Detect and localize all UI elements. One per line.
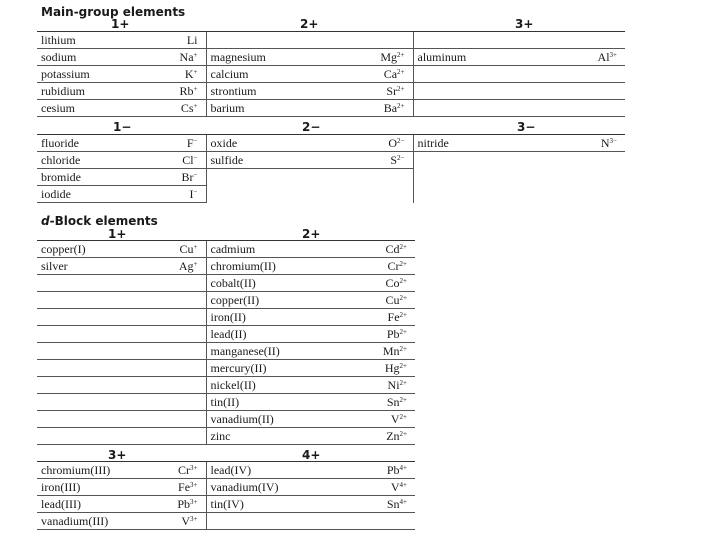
ion-symbol-cell — [362, 100, 413, 117]
ion-symbol-cell — [159, 496, 206, 513]
empty-cell — [159, 309, 206, 326]
table-row — [37, 258, 415, 275]
empty-cell — [362, 513, 415, 530]
empty-cell — [577, 100, 625, 117]
ion-symbol-cell — [362, 135, 413, 152]
table-row — [37, 343, 415, 360]
ion-symbol-cell — [159, 100, 206, 117]
ion-symbol-cell — [159, 152, 206, 169]
empty-cell — [159, 343, 206, 360]
ion-name-cell: lead(II) — [206, 326, 362, 343]
table-row — [37, 377, 415, 394]
ion-symbol: Na — [179, 49, 194, 64]
ion-symbol: Cr — [387, 258, 400, 273]
ion-symbol: Fe — [178, 479, 191, 494]
ion-symbol: Hg — [384, 360, 400, 375]
ion-symbol-cell — [159, 479, 206, 496]
ion-charge-superscript: 2+ — [399, 429, 407, 438]
ion-symbol-cell — [159, 186, 206, 203]
ion-charge-superscript: 2+ — [399, 310, 407, 319]
ion-symbol-cell — [362, 66, 413, 83]
table-row — [37, 66, 625, 83]
empty-cell — [159, 428, 206, 445]
ion-charge-superscript: 2+ — [399, 344, 407, 353]
empty-cell — [37, 309, 159, 326]
ion-name-cell: lead(IV) — [206, 462, 362, 479]
ion-name-cell: manganese(II) — [206, 343, 362, 360]
empty-cell — [206, 513, 362, 530]
ion-name-cell: cadmium — [206, 241, 362, 258]
ion-name-cell: tin(IV) — [206, 496, 362, 513]
empty-cell — [413, 66, 577, 83]
empty-cell — [577, 66, 625, 83]
empty-cell — [159, 411, 206, 428]
ion-charge-superscript: 2− — [397, 153, 405, 162]
ion-symbol-cell — [362, 241, 415, 258]
ion-symbol-cell — [159, 462, 206, 479]
empty-cell — [577, 83, 625, 100]
ion-charge-superscript: − — [193, 136, 198, 145]
ion-charge-superscript: 4+ — [399, 480, 407, 489]
d-block-heading-italic: d — [41, 214, 50, 228]
empty-cell — [577, 32, 625, 49]
ion-name-cell: potassium — [37, 66, 159, 83]
ion-symbol: Fe — [387, 309, 400, 324]
ion-charge-superscript: 2+ — [397, 84, 405, 93]
ion-charge-superscript: 3+ — [190, 514, 198, 523]
table-row — [37, 326, 415, 343]
ion-name-cell: sulfide — [206, 152, 362, 169]
ion-charge-superscript: + — [193, 67, 198, 76]
empty-cell — [577, 169, 625, 186]
empty-cell — [362, 32, 413, 49]
table-row — [37, 513, 415, 530]
empty-cell — [37, 343, 159, 360]
table-row — [37, 496, 415, 513]
ion-charge-superscript: 2+ — [399, 242, 407, 251]
empty-cell — [413, 100, 577, 117]
empty-cell — [413, 83, 577, 100]
ion-name-cell: mercury(II) — [206, 360, 362, 377]
ion-name-cell: cobalt(II) — [206, 275, 362, 292]
ion-symbol-cell — [362, 83, 413, 100]
ion-charge-superscript: − — [193, 153, 198, 162]
ion-name-cell: chromium(III) — [37, 462, 159, 479]
ion-charge-superscript: 2+ — [399, 293, 407, 302]
empty-cell — [413, 169, 577, 186]
ion-symbol-cell — [362, 49, 413, 66]
ion-name-cell: iodide — [37, 186, 159, 203]
ion-charge-superscript: 3− — [609, 136, 617, 145]
empty-cell — [159, 394, 206, 411]
ion-symbol-cell — [577, 49, 625, 66]
ion-symbol-cell — [362, 428, 415, 445]
ion-symbol-cell — [159, 258, 206, 275]
ion-charge-superscript: 2+ — [397, 101, 405, 110]
ion-symbol: N — [600, 135, 610, 150]
ion-symbol: Rb — [179, 83, 194, 98]
ion-name-cell: nitride — [413, 135, 577, 152]
charge-header-dblock-2plus: 2+ — [302, 227, 321, 241]
ion-symbol: Cu — [385, 292, 400, 307]
table-row — [37, 169, 625, 186]
ion-name-cell: vanadium(IV) — [206, 479, 362, 496]
ion-symbol-cell — [362, 479, 415, 496]
ion-charge-superscript: + — [193, 242, 198, 251]
ion-charge-superscript: 2+ — [399, 412, 407, 421]
ion-name-cell: tin(II) — [206, 394, 362, 411]
empty-cell — [37, 292, 159, 309]
empty-cell — [37, 377, 159, 394]
ion-charge-superscript: 3+ — [190, 480, 198, 489]
empty-cell — [577, 186, 625, 203]
charge-header-2plus: 2+ — [300, 17, 319, 31]
empty-cell — [37, 360, 159, 377]
d-block-heading — [41, 214, 158, 228]
ion-symbol-cell — [159, 49, 206, 66]
ion-name-cell: rubidium — [37, 83, 159, 100]
ion-name-cell: chloride — [37, 152, 159, 169]
ion-name-cell: magnesium — [206, 49, 362, 66]
ion-name-cell: strontium — [206, 83, 362, 100]
ion-symbol: Mn — [382, 343, 400, 358]
ion-name-cell: cesium — [37, 100, 159, 117]
ion-symbol-cell — [362, 360, 415, 377]
ion-name-cell: sodium — [37, 49, 159, 66]
ion-symbol: Ni — [387, 377, 400, 392]
table-row — [37, 428, 415, 445]
charge-header-dblock-3plus: 3+ — [108, 448, 127, 462]
ion-symbol: S — [390, 152, 398, 167]
table-row — [37, 241, 415, 258]
ion-symbol: F — [186, 135, 194, 150]
ion-symbol: Pb — [177, 496, 191, 511]
ion-charge-superscript: 4+ — [399, 497, 407, 506]
table-row — [37, 49, 625, 66]
ion-name-cell: barium — [206, 100, 362, 117]
table-row — [37, 394, 415, 411]
ion-symbol: Ag — [178, 258, 194, 273]
ion-symbol: Sr — [386, 83, 398, 98]
ion-name-cell: copper(I) — [37, 241, 159, 258]
ion-symbol-cell — [362, 292, 415, 309]
ion-charge-superscript: 2− — [397, 136, 405, 145]
ion-charge-superscript: 4+ — [399, 463, 407, 472]
ion-name-cell: lithium — [37, 32, 159, 49]
d-block-section1-table — [37, 240, 415, 445]
ion-symbol: Pb — [386, 462, 400, 477]
empty-cell — [159, 275, 206, 292]
table-row — [37, 100, 625, 117]
empty-cell — [37, 275, 159, 292]
ion-symbol: V — [390, 479, 400, 494]
ion-symbol-cell — [362, 152, 413, 169]
ion-charge-superscript: − — [193, 187, 198, 196]
ion-charge-superscript: + — [193, 101, 198, 110]
ion-name-cell: nickel(II) — [206, 377, 362, 394]
ion-symbol: O — [388, 135, 398, 150]
ion-symbol: Cr — [178, 462, 191, 477]
table-row — [37, 292, 415, 309]
empty-cell — [362, 169, 413, 186]
table-row — [37, 83, 625, 100]
ion-symbol-cell — [362, 309, 415, 326]
ion-name-cell: oxide — [206, 135, 362, 152]
ion-symbol-cell — [159, 169, 206, 186]
ion-charge-superscript: 3+ — [609, 50, 617, 59]
empty-cell — [159, 326, 206, 343]
ion-name-cell: vanadium(III) — [37, 513, 159, 530]
main-group-anions-table — [37, 134, 625, 203]
ion-symbol-cell — [159, 66, 206, 83]
empty-cell — [413, 32, 577, 49]
charge-header-3minus: 3− — [517, 120, 536, 134]
ion-charge-superscript: + — [193, 50, 198, 59]
ion-name-cell: iron(II) — [206, 309, 362, 326]
ion-charge-superscript: + — [193, 259, 198, 268]
ion-symbol: Sn — [386, 394, 400, 409]
ion-symbol: Ca — [383, 66, 398, 81]
ion-symbol: Sn — [386, 496, 400, 511]
table-row — [37, 309, 415, 326]
empty-cell — [362, 186, 413, 203]
charge-header-3plus: 3+ — [515, 17, 534, 31]
ion-symbol-cell — [362, 343, 415, 360]
table-row — [37, 360, 415, 377]
ion-symbol-cell — [362, 496, 415, 513]
empty-cell — [37, 428, 159, 445]
ion-charge-superscript: 2+ — [399, 361, 407, 370]
ion-charge-superscript: + — [193, 84, 198, 93]
charge-header-2minus: 2− — [302, 120, 321, 134]
ion-symbol: Cu — [179, 241, 194, 256]
empty-cell — [159, 292, 206, 309]
empty-cell — [159, 377, 206, 394]
ion-charge-superscript: 2+ — [399, 378, 407, 387]
empty-cell — [37, 394, 159, 411]
ion-symbol: Pb — [386, 326, 400, 341]
ion-name-cell: silver — [37, 258, 159, 275]
ion-symbol: Br — [181, 169, 194, 184]
main-group-cations-table — [37, 31, 625, 117]
d-block-section2-table — [37, 461, 415, 530]
table-row — [37, 462, 415, 479]
ion-charge-superscript: 3+ — [190, 463, 198, 472]
table-row — [37, 186, 625, 203]
ion-symbol-cell — [362, 411, 415, 428]
ion-symbol-cell — [362, 326, 415, 343]
table-row — [37, 275, 415, 292]
ion-name-cell: chromium(II) — [206, 258, 362, 275]
ion-symbol: V — [181, 513, 191, 528]
ion-charge-superscript: 2+ — [399, 395, 407, 404]
ion-symbol-cell — [577, 135, 625, 152]
ion-symbol-cell — [159, 32, 206, 49]
empty-cell — [413, 186, 577, 203]
charge-header-dblock-4plus: 4+ — [302, 448, 321, 462]
ion-name-cell: zinc — [206, 428, 362, 445]
ion-charge-superscript: − — [193, 170, 198, 179]
d-block-heading-text: -Block elements — [49, 214, 158, 228]
ion-symbol: Al — [597, 49, 610, 64]
ion-symbol: Zn — [386, 428, 400, 443]
ion-name-cell: lead(III) — [37, 496, 159, 513]
ion-charge-superscript: 2+ — [397, 50, 405, 59]
ion-charge-superscript: 3+ — [190, 497, 198, 506]
ion-charge-superscript: 2+ — [399, 327, 407, 336]
empty-cell — [37, 411, 159, 428]
table-row — [37, 411, 415, 428]
ion-name-cell: bromide — [37, 169, 159, 186]
ion-charge-superscript: 2+ — [397, 67, 405, 76]
table-row — [37, 152, 625, 169]
empty-cell — [577, 152, 625, 169]
ion-symbol-cell — [159, 241, 206, 258]
table-row — [37, 479, 415, 496]
ion-name-cell: aluminum — [413, 49, 577, 66]
ion-symbol-cell — [362, 462, 415, 479]
ion-name-cell: iron(III) — [37, 479, 159, 496]
empty-cell — [37, 326, 159, 343]
ion-symbol: Cd — [385, 241, 400, 256]
ion-name-cell: calcium — [206, 66, 362, 83]
ion-symbol-cell — [362, 275, 415, 292]
table-row — [37, 32, 625, 49]
ion-name-cell: fluoride — [37, 135, 159, 152]
ion-name-cell: copper(II) — [206, 292, 362, 309]
main-group-heading-text: Main-group elements — [41, 5, 186, 19]
ion-symbol: Mg — [380, 49, 398, 64]
charge-header-dblock-1plus: 1+ — [108, 227, 127, 241]
ion-symbol-cell — [159, 135, 206, 152]
empty-cell — [159, 360, 206, 377]
empty-cell — [206, 169, 362, 186]
ion-symbol: V — [390, 411, 400, 426]
ion-symbol-cell — [362, 394, 415, 411]
ion-symbol-cell — [159, 513, 206, 530]
ion-symbol: Cs — [180, 100, 194, 115]
empty-cell — [206, 32, 362, 49]
table-row — [37, 135, 625, 152]
charge-header-1plus: 1+ — [111, 17, 130, 31]
ion-symbol: I — [189, 186, 194, 201]
ion-charge-superscript: 2+ — [399, 276, 407, 285]
empty-cell — [206, 186, 362, 203]
empty-cell — [413, 152, 577, 169]
charge-header-1minus: 1− — [113, 120, 132, 134]
ion-symbol: K — [184, 66, 194, 81]
ion-symbol-cell — [362, 258, 415, 275]
ion-symbol: Li — [186, 32, 198, 47]
ion-symbol: Cl — [182, 152, 194, 167]
ion-symbol: Co — [385, 275, 400, 290]
ion-symbol-cell — [159, 83, 206, 100]
ion-name-cell: vanadium(II) — [206, 411, 362, 428]
ion-charge-superscript: 2+ — [399, 259, 407, 268]
ion-symbol: Ba — [383, 100, 398, 115]
ion-symbol-cell — [362, 377, 415, 394]
